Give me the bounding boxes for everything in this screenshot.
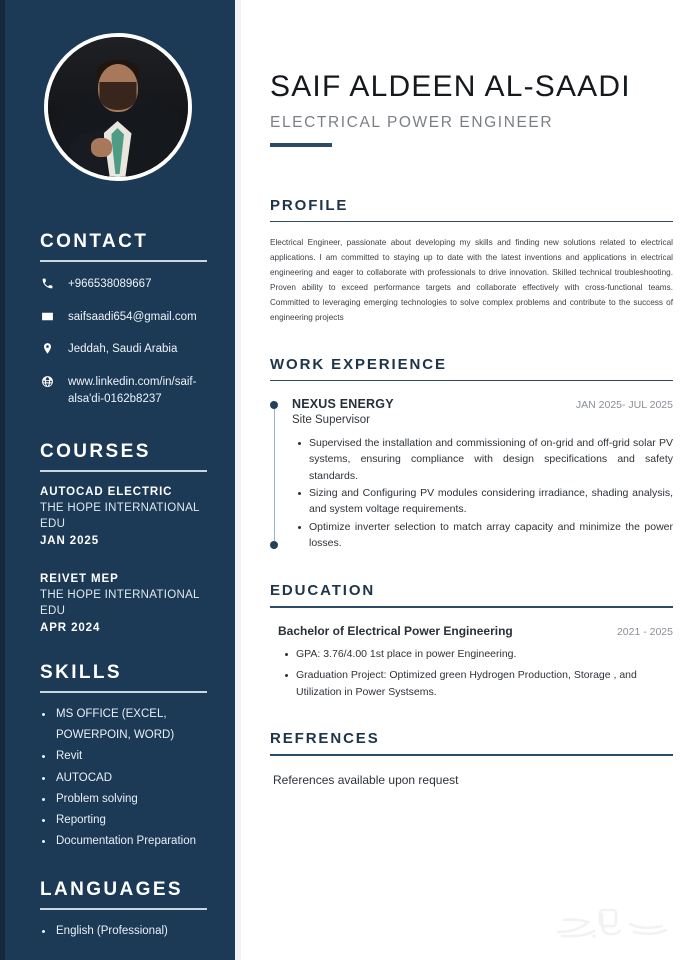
- timeline-dot-end: [270, 541, 278, 549]
- course-title: AUTOCAD ELECTRIC: [40, 486, 173, 499]
- courses-section: [0, 441, 235, 633]
- education-header: [270, 624, 673, 638]
- courses-divider: [40, 470, 207, 472]
- job-date: JAN 2025- JUL 2025: [575, 399, 673, 412]
- language-item: English (Professional): [40, 921, 207, 942]
- profile-divider: [270, 221, 673, 223]
- contact-item-email[interactable]: [40, 309, 207, 326]
- education-date: 2021 - 2025: [616, 625, 673, 638]
- education-bullet: Graduation Project: Optimized green Hydrogen Production, Storage , and Utilization in Power Systsems.: [296, 667, 673, 701]
- timeline-dot-start: [270, 401, 278, 409]
- location-pin-icon: [40, 341, 55, 355]
- courses-heading: COURSES: [40, 441, 151, 463]
- education-degree: Bachelor of Electrical Power Engineering: [278, 623, 513, 638]
- timeline-line: [274, 404, 275, 545]
- course-item: [40, 486, 207, 547]
- languages-section: [0, 879, 235, 942]
- job-bullet: Sizing and Configuring PV modules considering irradiance, shading analysis, and system voltage requirements.: [309, 485, 673, 518]
- skill-item: AUTOCAD: [40, 768, 207, 789]
- contact-heading: CONTACT: [40, 231, 149, 252]
- course-date: JAN 2025: [40, 535, 99, 548]
- work-timeline: [270, 397, 673, 551]
- course-org: THE HOPE INTERNATIONAL EDU: [40, 589, 200, 617]
- contact-item-location[interactable]: [40, 341, 207, 358]
- skills-section: [0, 662, 235, 853]
- languages-divider: [40, 908, 207, 910]
- profile-body: Electrical Engineer, passionate about developing my skills and finding new solutions related to electrical applications. I am committed to staying up to date with the latest inventions and applications in electrical engineering and eager to collaborate with professionals to drive innovation. Skilled technical troubleshooting. Proven ability to exceed performance targets and collaborate effectively with cross-functional teams. Committed to leveraging emerging technologies to solve complex problems and contribute to the success of engineering projects: [270, 238, 673, 322]
- job-header: [292, 397, 673, 411]
- job-role-subtitle: ELECTRICAL POWER ENGINEER: [270, 114, 554, 131]
- references-heading: REFRENCES: [270, 730, 380, 748]
- sidebar: [0, 0, 235, 960]
- languages-heading: LANGUAGES: [40, 878, 183, 900]
- references-section: [270, 730, 673, 787]
- courses-list: [40, 486, 207, 633]
- skill-item: Reporting: [40, 810, 207, 831]
- contact-divider: [40, 260, 207, 262]
- contact-value-phone: +966538089667: [68, 278, 152, 290]
- course-item: [40, 573, 207, 634]
- job-bullet: Optimize inverter selection to match array capacity and minimize the power losses.: [309, 519, 673, 552]
- profile-section: [270, 197, 673, 326]
- languages-list: [40, 921, 207, 942]
- skill-item: MS OFFICE (EXCEL, POWERPOIN, WORD): [40, 704, 207, 747]
- job-bullet-list: [292, 435, 673, 551]
- contact-list: [40, 276, 207, 407]
- profile-photo: [48, 37, 188, 177]
- contact-section: [0, 231, 235, 407]
- contact-value-linkedin: www.linkedin.com/in/saif-alsa'di-0162b8237: [68, 376, 197, 405]
- job-title: Site Supervisor: [292, 414, 370, 427]
- skills-heading: SKILLS: [40, 661, 122, 683]
- phone-icon: [40, 276, 55, 290]
- references-body: References available upon request: [273, 772, 459, 787]
- work-experience-heading: WORK EXPERIENCE: [270, 355, 447, 373]
- course-date: APR 2024: [40, 621, 101, 634]
- work-experience-section: [270, 356, 673, 551]
- course-title: REIVET MEP: [40, 573, 119, 586]
- contact-item-linkedin[interactable]: [40, 374, 207, 407]
- work-experience-divider: [270, 380, 673, 382]
- skill-item: Revit: [40, 746, 207, 767]
- contact-value-location: Jeddah, Saudi Arabia: [68, 343, 178, 356]
- education-bullet: GPA: 3.76/4.00 1st place in power Engineering.: [296, 646, 673, 663]
- education-bullet-list: [270, 646, 673, 701]
- page-title: SAIF ALDEEN AL-SAADI: [270, 70, 631, 103]
- globe-icon: [40, 374, 55, 388]
- course-org: THE HOPE INTERNATIONAL EDU: [40, 502, 200, 531]
- references-divider: [270, 754, 673, 756]
- education-heading: EDUCATION: [270, 582, 376, 600]
- profile-heading: PROFILE: [270, 196, 349, 214]
- contact-item-phone[interactable]: [40, 276, 207, 293]
- skill-item: Problem solving: [40, 789, 207, 810]
- skills-list: [40, 704, 207, 853]
- job-bullet: Supervised the installation and commissioning of on-grid and off-grid solar PV systems, ensuring compliance with design specifications and safety standards.: [309, 435, 673, 484]
- main-content: [241, 0, 700, 960]
- envelope-icon: [40, 309, 55, 323]
- job-company: NEXUS ENERGY: [292, 397, 394, 412]
- contact-value-email: saifsaadi654@gmail.com: [68, 310, 197, 323]
- watermark-icon: [542, 892, 682, 946]
- avatar: [44, 33, 192, 181]
- skills-divider: [40, 691, 207, 693]
- education-divider: [270, 606, 673, 608]
- job-entry: [292, 397, 673, 551]
- skill-item: Documentation Preparation: [40, 831, 207, 852]
- avatar-container: [0, 0, 235, 181]
- education-section: [270, 582, 673, 701]
